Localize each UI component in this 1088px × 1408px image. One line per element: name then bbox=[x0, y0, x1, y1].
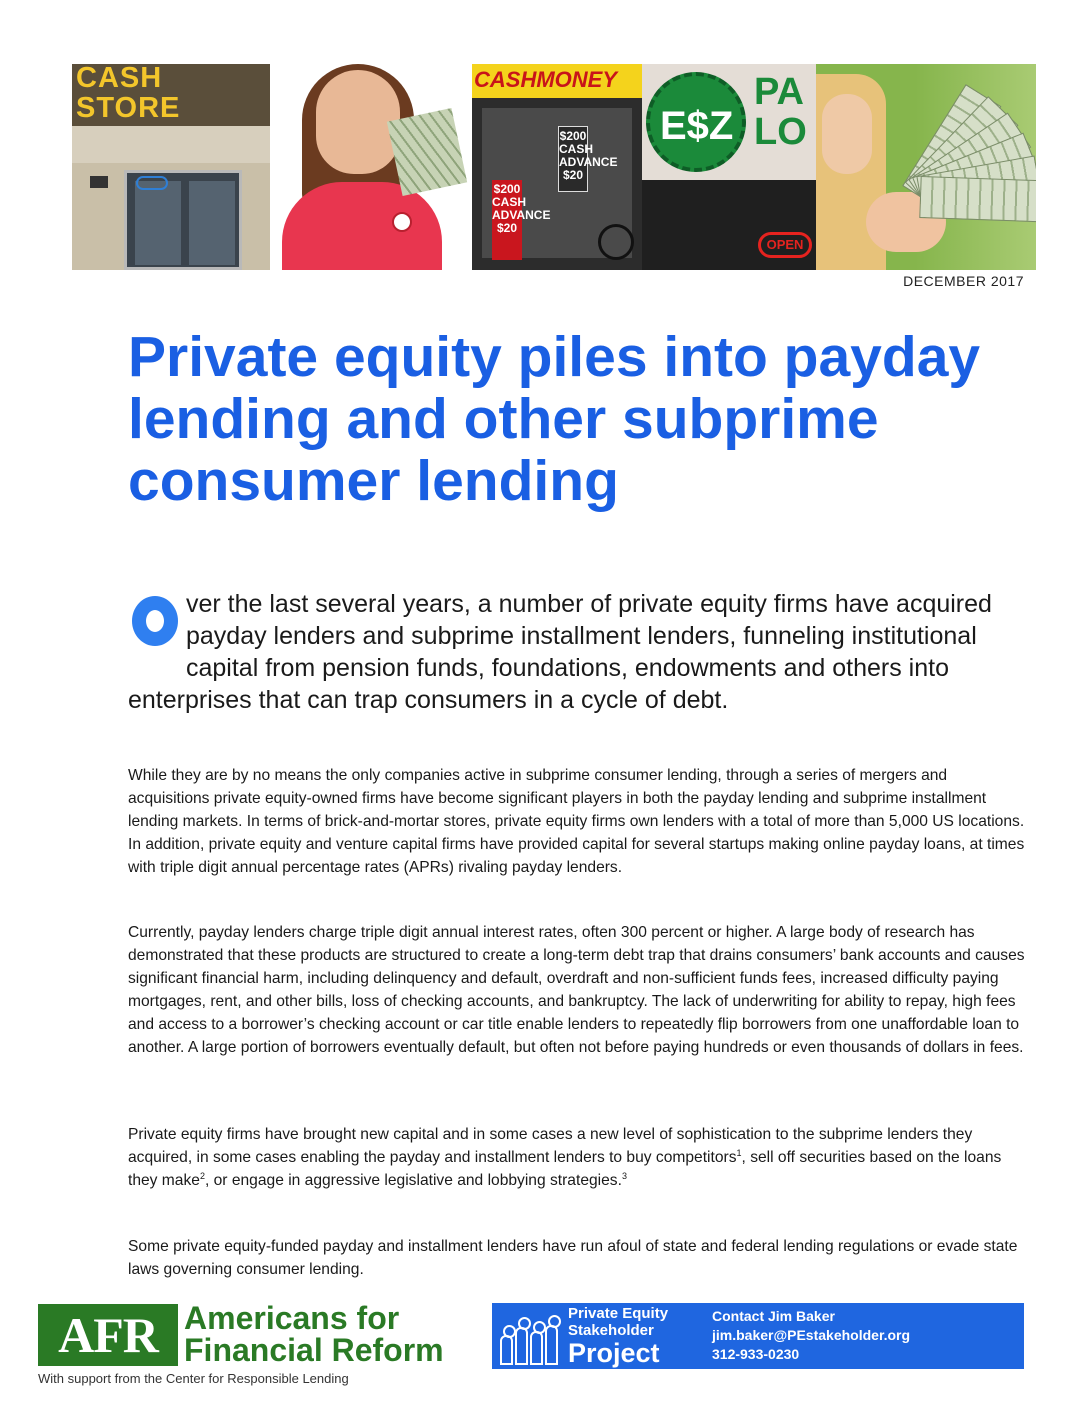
bill bbox=[919, 176, 1036, 222]
dropcap-ring-icon bbox=[132, 596, 178, 646]
support-credit: With support from the Center for Responsible Lending bbox=[38, 1371, 349, 1386]
people-group-icon bbox=[500, 1309, 560, 1365]
cash-bills bbox=[387, 108, 467, 196]
window-poster: $200 CASH ADVANCE $20 bbox=[558, 126, 588, 192]
body-paragraph-3: Private equity firms have brought new capital and in some cases a new level of sophistication to the subprime lenders they acquired, in some cases enabling the payday and installment lenders to buy competitors$^1$, sell off securities based on the loans they make$^2$, or engage in aggressive legislative and lobbying strategies.$^3$ bbox=[128, 1126, 1002, 1189]
pesp-contact-band bbox=[492, 1303, 1024, 1369]
footnote-ref-2[interactable]: 2 bbox=[199, 1171, 205, 1181]
ez-logo-icon: E$Z bbox=[646, 72, 746, 172]
page-title: Private equity piles into payday lending and other subprime consumer lending bbox=[128, 325, 981, 513]
ez-store-photo bbox=[642, 64, 816, 270]
pink-shirt-shape bbox=[282, 182, 442, 270]
contact-email-link[interactable]: jim.baker@PEstakeholder.org bbox=[712, 1327, 911, 1343]
pesp-name-line3: Project bbox=[568, 1338, 660, 1368]
open-sign-small bbox=[136, 176, 168, 190]
afr-wordmark: Americans for Financial Reform bbox=[184, 1300, 444, 1368]
address-plate bbox=[90, 176, 108, 188]
pesp-name-line2: Stakeholder bbox=[568, 1322, 654, 1339]
cash-money-sign: CASHMONEY bbox=[472, 64, 642, 98]
open-neon-sign: OPEN bbox=[758, 232, 812, 258]
body-paragraph-2: Currently, payday lenders charge triple digit annual interest rates, often 300 percent or higher. A large body of research has demonstrated that these products are structured to create a long-term debt trap that drains consumers’ bank accounts and causes significant financial harm, including delinquency and default, overdraft and non-sufficient funds fees, increased difficulty paying mortgages, rent, and other bills, loss of checking accounts, and bankruptcy. The lack of underwriting for ability to repay, high fees and access to a borrower’s checking account or car title enable lenders to repeatedly flip borrowers from one unaffordable loan to another. A large portion of borrowers eventually default, but often not before paying hundreds or even thousands of dollars in fees. bbox=[128, 924, 1025, 1056]
face-shape bbox=[822, 94, 872, 174]
contact-phone[interactable]: 312-933-0230 bbox=[712, 1346, 800, 1362]
dropcap-o bbox=[128, 594, 182, 656]
cash-money-storefront-photo bbox=[472, 64, 642, 270]
woman-holding-cash-photo bbox=[272, 64, 468, 270]
footnote-ref-1[interactable]: 1 bbox=[736, 1148, 742, 1158]
contact-info bbox=[712, 1307, 910, 1364]
body-paragraph-1: While they are by no means the only companies active in subprime consumer lending, through a series of mergers and acquisitions private equity-owned firms have become significant players in both the payday lending and subprime installment lending markets. In terms of brick-and-mortar stores, private equity firms own lenders with a total of more than 5,000 US locations. In addition, private equity and venture capital firms have provided capital for several startups making online payday loans, at times with triple digit annual percentage rates (APRs) rivaling payday lenders. bbox=[128, 767, 1025, 876]
bicycle-wheel bbox=[598, 224, 634, 260]
woman-fanning-bills-photo bbox=[816, 64, 1036, 270]
footnote-ref-3[interactable]: 3 bbox=[621, 1171, 627, 1181]
contact-name: Contact Jim Baker bbox=[712, 1308, 835, 1324]
shirt-badge bbox=[392, 212, 412, 232]
lede-text: ver the last several years, a number of private equity firms have acquired payday lenders and subprime installment lenders, funneling institutional capital from pension funds, foundations, endowments and others into enterprises that can trap consumers in a cycle of debt. bbox=[128, 590, 992, 714]
pesp-name-line1: Private Equity bbox=[568, 1305, 669, 1322]
partial-store-sign: PA LO bbox=[754, 71, 807, 153]
afr-logo: AFR bbox=[38, 1304, 178, 1366]
cash-store-photo bbox=[72, 64, 270, 270]
lede-paragraph bbox=[128, 588, 1018, 716]
body-paragraph-4: Some private equity-funded payday and installment lenders have run afoul of state and federal lending regulations or evade state laws governing consumer lending. bbox=[128, 1238, 1018, 1278]
sidewalk-poster: $200 CASH ADVANCE $20 bbox=[492, 180, 522, 260]
cash-store-sign: CASH STORE bbox=[72, 64, 270, 126]
publication-date: DECEMBER 2017 bbox=[903, 273, 1024, 289]
